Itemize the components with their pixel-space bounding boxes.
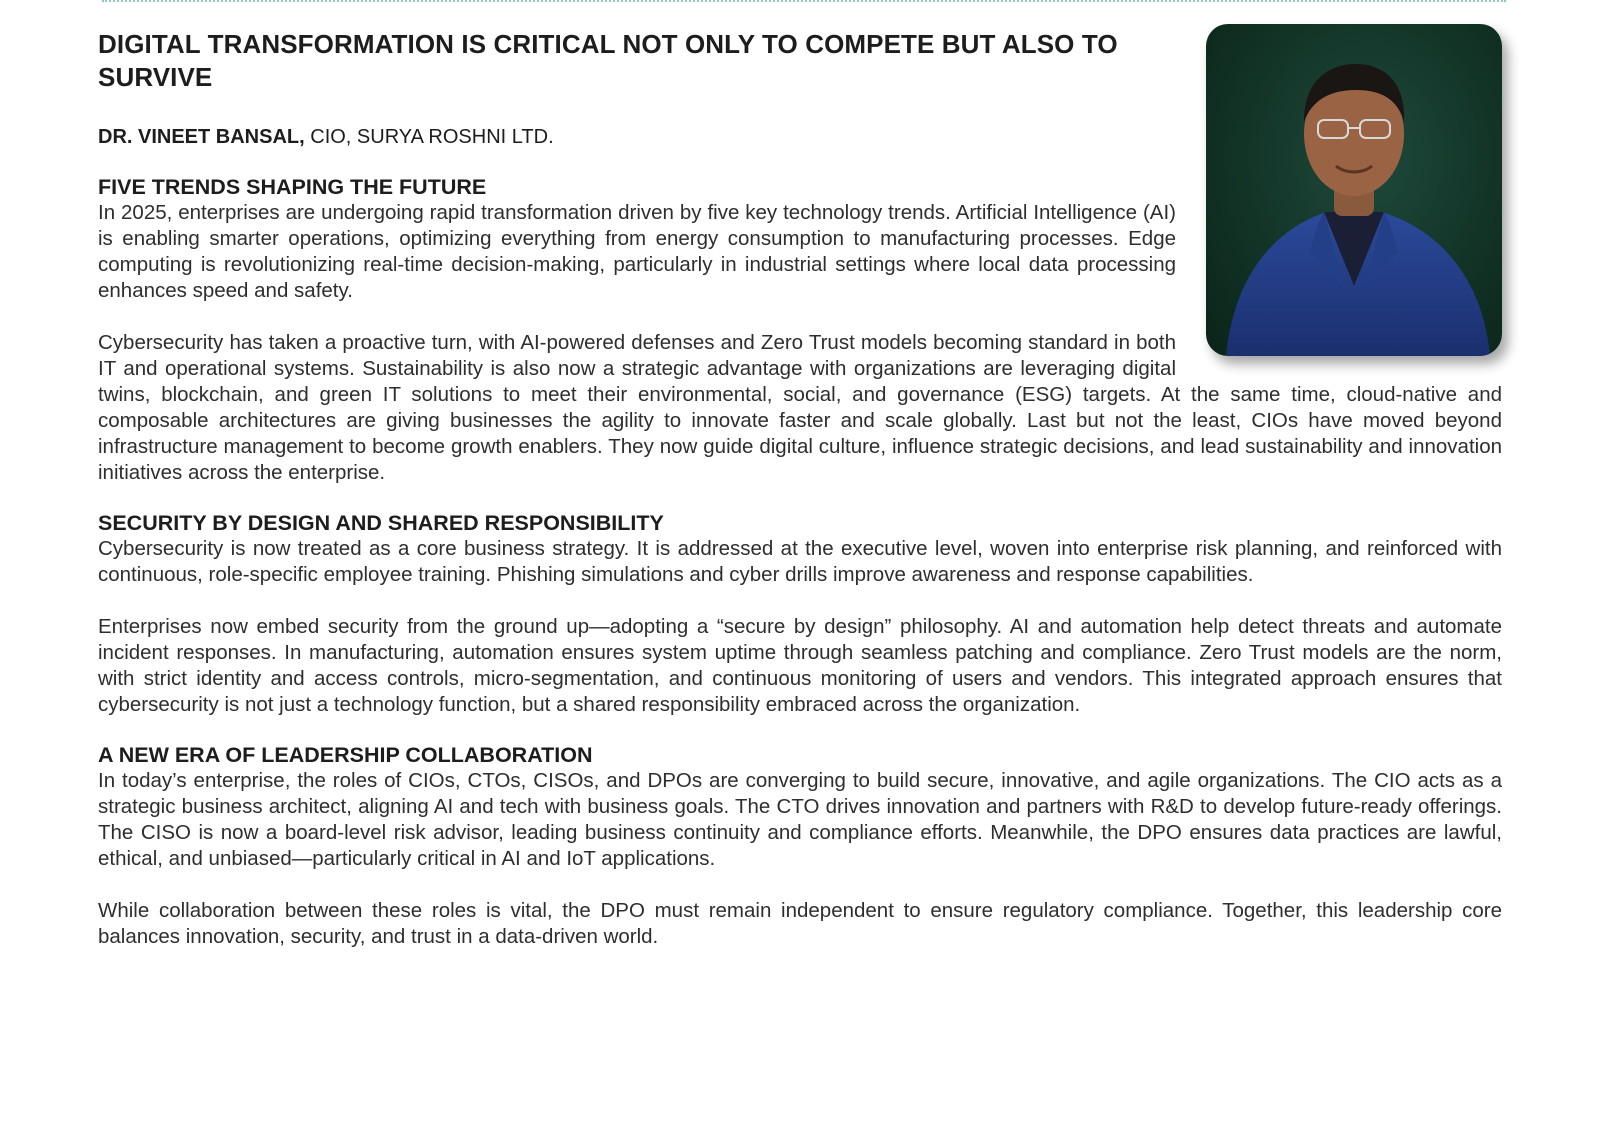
paragraph: Cybersecurity has taken a proactive turn, with AI-powered defenses and Zero Trust models becoming standard in both IT and operational systems. Sustainability is also now a strategic advantage with organizations are leveraging digital twins, blockchain, and green IT solutions to meet their environmental, social, and governance (ESG) targets. At the same time, cloud-native and composable architectures are giving businesses the agility to innovate faster and scale globally. Last but not the least, CIOs have moved beyond infrastructure management to become growth enablers. They now guide digital culture, influence strategic decisions, and lead sustainability and innovation initiatives across the enterprise. bbox=[98, 331, 1502, 484]
author-role: CIO, SURYA ROSHNI LTD. bbox=[304, 126, 554, 148]
top-dotted-rule bbox=[102, 0, 1506, 2]
paragraph: Cybersecurity is now treated as a core business strategy. It is addressed at the executive level, woven into enterprise risk planning, and reinforced with continuous, role-specific employee training. Phishing simulations and cyber drills improve awareness and response capabilities. bbox=[98, 537, 1502, 586]
paragraph: In 2025, enterprises are undergoing rapid transformation driven by five key technology trends. Artificial Intelligence (AI) is enabling smarter operations, optimizing everything from energy consumption to manufacturing processes. Edge computing is revolutionizing real-time decision-making, particularly in industrial settings where local data processing enhances speed and safety. bbox=[98, 201, 1176, 302]
paragraph: In today’s enterprise, the roles of CIOs, CTOs, CISOs, and DPOs are converging to build secure, innovative, and agile organizations. The CIO acts as a strategic business architect, aligning AI and tech with business goals. The CTO drives innovation and partners with R&D to develop future-ready offerings. The CISO is now a board-level risk advisor, leading business continuity and compliance efforts. Meanwhile, the DPO ensures data practices are lawful, ethical, and unbiased—particularly critical in AI and IoT applications. bbox=[98, 769, 1502, 870]
section-heading: SECURITY BY DESIGN AND SHARED RESPONSIBILITY bbox=[98, 511, 664, 535]
section-heading: FIVE TRENDS SHAPING THE FUTURE bbox=[98, 175, 487, 199]
section-security-by-design bbox=[98, 510, 1502, 718]
article bbox=[98, 24, 1502, 950]
paragraph: While collaboration between these roles is vital, the DPO must remain independent to ensure regulatory compliance. Together, this leadership core balances innovation, security, and trust in a data-driven world. bbox=[98, 899, 1502, 948]
paragraph: Enterprises now embed security from the ground up—adopting a “secure by design” philosophy. AI and automation help detect threats and automate incident responses. In manufacturing, automation ensures system uptime through seamless patching and compliance. Zero Trust models are the norm, with strict identity and access controls, micro-segmentation, and continuous monitoring of users and vendors. This integrated approach ensures that cybersecurity is not just a technology function, but a shared responsibility embraced across the organization. bbox=[98, 615, 1502, 716]
author-portrait-photo bbox=[1206, 24, 1502, 356]
portrait-photo-icon bbox=[1206, 24, 1502, 356]
section-leadership-collaboration bbox=[98, 742, 1502, 950]
article-title: DIGITAL TRANSFORMATION IS CRITICAL NOT ONLY TO COMPETE BUT ALSO TO SURVIVE bbox=[98, 29, 1118, 92]
section-heading: A NEW ERA OF LEADERSHIP COLLABORATION bbox=[98, 743, 593, 767]
author-name: DR. VINEET BANSAL, bbox=[98, 126, 305, 148]
